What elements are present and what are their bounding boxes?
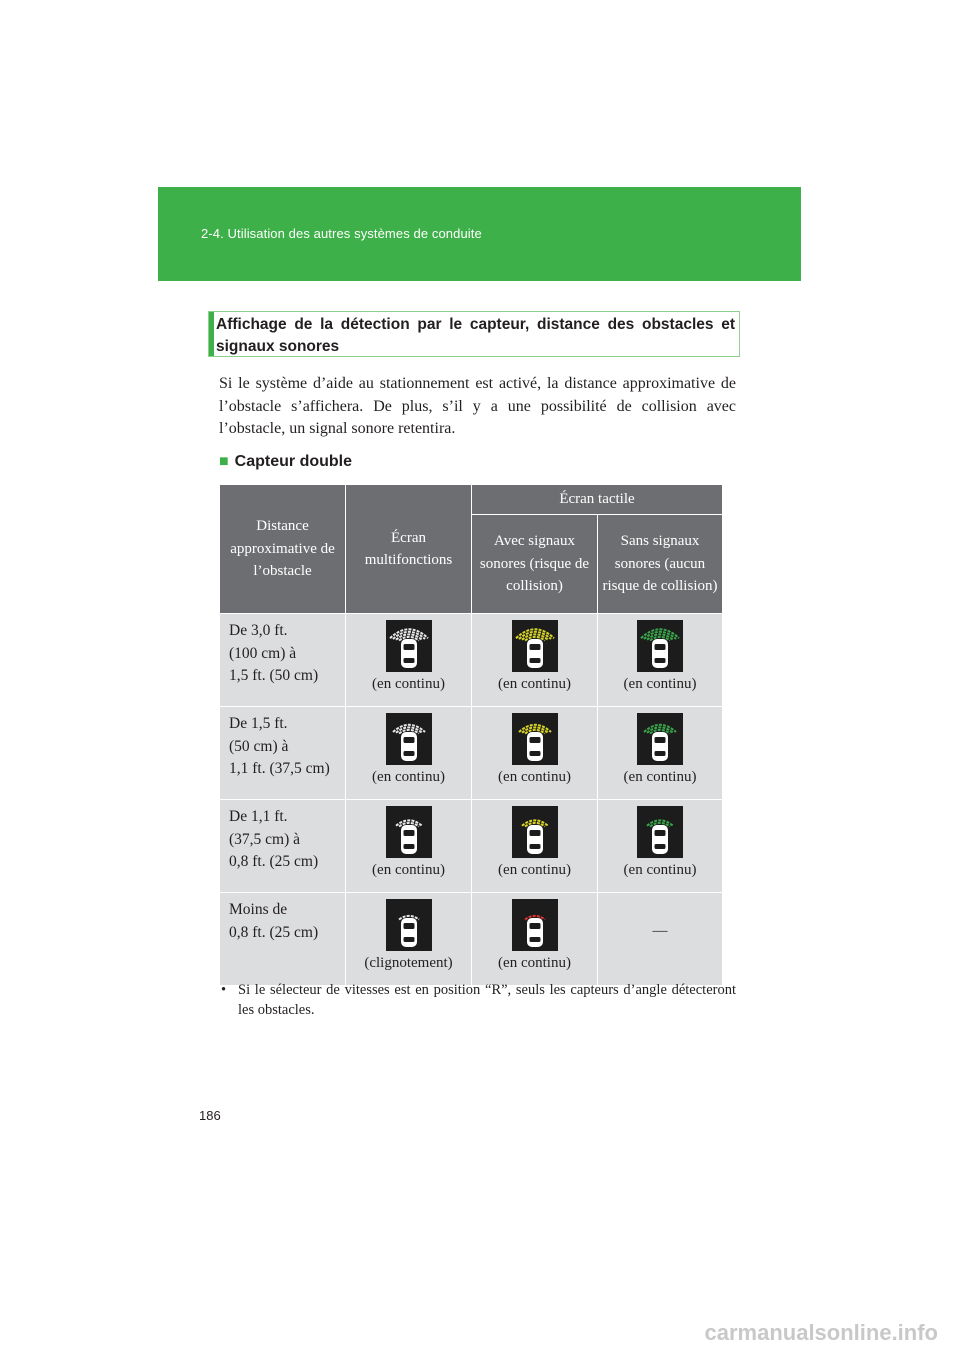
section-title-box [208, 311, 740, 357]
display-cell-multi [346, 707, 472, 800]
chapter-header-band [158, 187, 801, 281]
display-mode-caption: (en continu) [498, 955, 571, 971]
table-row [220, 893, 723, 986]
sensor-2-bars-yellow-icon [512, 806, 558, 858]
intro-paragraph: Si le système d’aide au stationnement est activé, la distance approximative de l’obstacle s’affichera. De plus, s’il y a une possibilité de collision avec l’obstacle, un signal sonore retentira. [219, 375, 736, 437]
display-mode-caption: (en continu) [623, 676, 697, 692]
sensor-4-bars-white-icon [386, 620, 432, 672]
display-mode-caption: (clignotement) [364, 955, 453, 971]
distance-line: (50 cm) à [229, 737, 289, 755]
display-cell-without-sound [598, 614, 723, 707]
display-mode-caption: (en continu) [372, 676, 445, 692]
display-cell-multi [346, 893, 472, 986]
sensor-2-bars-white-icon [386, 806, 432, 858]
display-cell-with-sound [472, 800, 598, 893]
display-cell-multi [346, 614, 472, 707]
page-number: 186 [199, 1108, 221, 1123]
distance-cell [220, 800, 346, 893]
display-cell-with-sound [472, 614, 598, 707]
table-row [220, 707, 723, 800]
sensor-2-bars-green-icon [637, 806, 683, 858]
dash-mark: — [652, 923, 668, 939]
header-with-sound: Avec signaux sonores (risque de collision) [472, 515, 598, 614]
sensor-3-bars-green-icon [637, 713, 683, 765]
header-distance: Distance approximative de l’obstacle [220, 485, 346, 614]
watermark: carmanualsonline.info [704, 1320, 938, 1345]
distance-cell [220, 614, 346, 707]
sensor-1-bar-red-icon [512, 899, 558, 951]
chapter-title: 2-4. Utilisation des autres systèmes de conduite [201, 226, 482, 241]
bullet-icon: • [221, 982, 227, 998]
empty-cell [598, 893, 723, 986]
display-cell-without-sound [598, 800, 723, 893]
sensor-display-table [219, 484, 723, 986]
table-row [220, 800, 723, 893]
distance-cell [220, 707, 346, 800]
table-row [220, 614, 723, 707]
subsection-title: Capteur double [234, 453, 353, 470]
display-mode-caption: (en continu) [623, 769, 697, 785]
distance-line: De 1,1 ft. [229, 808, 288, 825]
footnote [221, 981, 736, 1020]
sensor-3-bars-white-icon [386, 713, 432, 765]
distance-line: De 1,5 ft. [229, 715, 288, 732]
header-touch-screen: Écran tactile [472, 485, 723, 515]
distance-line: 0,8 ft. (25 cm) [229, 853, 319, 870]
sensor-4-bars-yellow-icon [512, 620, 558, 672]
display-mode-caption: (en continu) [372, 862, 445, 878]
sensor-4-bars-green-icon [637, 620, 683, 672]
section-accent-bar [209, 312, 214, 356]
display-mode-caption: (en continu) [498, 676, 571, 692]
display-mode-caption: (en continu) [498, 769, 571, 785]
distance-line: 1,1 ft. (37,5 cm) [229, 760, 330, 777]
footnote-text: Si le sélecteur de vitesses est en position “R”, seuls les capteurs d’angle détecteront les obstacles. [238, 982, 736, 1018]
distance-line: (37,5 cm) à [229, 830, 301, 848]
sensor-1-bar-white-icon [386, 899, 432, 951]
section-title: Affichage de la détection par le capteur, distance des obstacles et signaux sonores [216, 316, 735, 355]
sensor-3-bars-yellow-icon [512, 713, 558, 765]
distance-line: 1,5 ft. (50 cm) [229, 667, 319, 684]
distance-cell [220, 893, 346, 986]
display-cell-multi [346, 800, 472, 893]
display-mode-caption: (en continu) [372, 769, 445, 785]
distance-line: Moins de [229, 901, 288, 918]
display-cell-with-sound [472, 893, 598, 986]
distance-line: De 3,0 ft. [229, 622, 288, 639]
header-multi-display: Écran multifonctions [346, 485, 472, 614]
distance-line: (100 cm) à [229, 644, 297, 662]
display-mode-caption: (en continu) [623, 862, 697, 878]
subsection-heading [219, 451, 352, 473]
header-without-sound: Sans signaux sonores (aucun risque de collision) [598, 515, 723, 614]
display-cell-without-sound [598, 707, 723, 800]
display-cell-with-sound [472, 707, 598, 800]
square-bullet-icon: ■ [219, 453, 229, 470]
distance-line: 0,8 ft. (25 cm) [229, 923, 319, 941]
display-mode-caption: (en continu) [498, 862, 571, 878]
